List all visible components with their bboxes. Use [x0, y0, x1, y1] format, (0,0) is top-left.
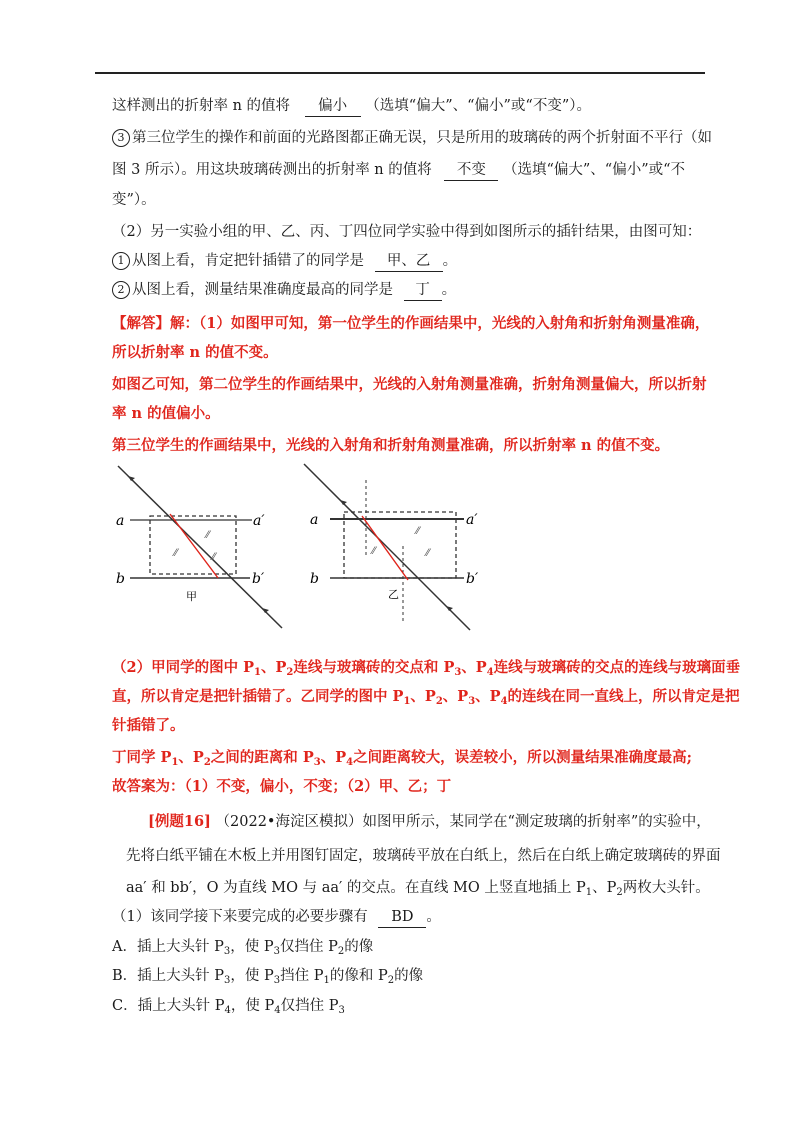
answer-blank-2: 不变: [444, 160, 498, 181]
subscript: 1: [323, 975, 330, 986]
subscript: 1: [403, 696, 411, 707]
subscript: 4: [500, 696, 508, 707]
line-3: [112, 160, 685, 181]
line-6: [112, 251, 457, 272]
subscript: 2: [387, 975, 395, 986]
text: 的像: [344, 939, 374, 955]
text: 。: [442, 253, 458, 269]
text: 、P: [475, 688, 501, 705]
hatch-mark: ⁄⁄: [206, 530, 210, 541]
subscript: 2: [616, 887, 623, 898]
line-4: 变”）。: [112, 192, 156, 208]
subscript: 2: [286, 667, 294, 678]
label-a: a: [310, 512, 319, 528]
figure-label-yi: 乙: [388, 588, 399, 601]
answer-line-2: 所以折射率 n 的值不变。: [112, 344, 278, 361]
text: 仅挡住 P: [279, 939, 338, 955]
answer-line-7: [112, 687, 740, 712]
subscript: 3: [273, 946, 280, 957]
header-rule: [95, 72, 705, 74]
option-c: [112, 996, 345, 1021]
hatch-mark: ⁄⁄: [416, 526, 420, 537]
subscript: 1: [585, 887, 593, 898]
text: 连线与玻璃砖的交点的连线与玻璃面垂: [493, 659, 741, 676]
text: 连线与玻璃砖的交点和 P: [293, 659, 455, 676]
subscript: 3: [454, 667, 462, 678]
figure-label-jia: 甲: [186, 590, 197, 603]
text: 、P: [410, 688, 436, 705]
hatch-mark: ⁄⁄: [212, 552, 216, 563]
subscript: 2: [203, 757, 211, 768]
answer-blank-1: 偏小: [305, 96, 361, 117]
circled-number-3: 3: [112, 129, 130, 147]
arrow-icon: [262, 608, 269, 613]
line-7: [112, 280, 456, 301]
text: 解：（1）如图甲可知，第一位学生的作画结果中，光线的入射角和折射角测量准确，: [170, 315, 710, 332]
text: 之间距离较大，误差较小，所以测量结果准确度最高;: [353, 749, 692, 766]
answer-line-1: [112, 314, 709, 334]
answer-line-8: 针插错了。: [112, 717, 185, 734]
subscript: 3: [273, 975, 281, 986]
text: ，使 P: [230, 998, 275, 1014]
arrow-icon: [128, 476, 135, 481]
text: （2022•海淀区模拟）如图甲所示，某同学在“测定玻璃的折射率”的实验中，: [215, 814, 711, 830]
subscript: 4: [274, 1005, 281, 1016]
text: 图 3 所示）。用这块玻璃砖测出的折射率 n 的值将: [112, 162, 432, 178]
label-b-prime: b′: [466, 571, 479, 587]
text: 直，所以肯定是把针插错了。乙同学的图中 P: [112, 688, 404, 705]
example-line-1: [148, 812, 711, 832]
answer-blank-5: BD: [378, 907, 426, 928]
refracted-ray-red: [170, 514, 218, 578]
label-a-prime: a′: [466, 512, 478, 528]
answer-blank-4: 丁: [404, 280, 442, 301]
text: 、P: [320, 749, 347, 766]
hatch-mark: ⁄⁄: [426, 548, 430, 559]
subscript: 4: [346, 757, 354, 768]
ray-line: [118, 466, 282, 628]
figure-jia: [112, 460, 302, 635]
text: 、P: [442, 688, 469, 705]
subscript: 2: [337, 946, 345, 957]
text: aa′ 和 bb′，O 为直线 MO 与 aa′ 的交点。在直线 MO 上竖直地插上 P: [126, 880, 586, 896]
text: ，使 P: [230, 968, 274, 984]
text: 、P: [261, 659, 287, 676]
subscript: 1: [254, 667, 262, 678]
line-2: [112, 128, 712, 148]
arrow-icon: [340, 500, 347, 505]
label-b: b: [310, 571, 319, 587]
ray-line: [304, 464, 470, 630]
text: 。: [441, 282, 457, 298]
text: 这样测出的折射率 n 的值将: [112, 98, 291, 114]
example-line-2: 先将白纸平铺在木板上并用图钉固定，玻璃砖平放在白纸上，然后在白纸上确定玻璃砖的界面: [126, 848, 721, 864]
label-a: a: [116, 513, 125, 529]
text: 仅挡住 P: [280, 998, 339, 1014]
text: 。: [426, 909, 441, 925]
example-line-3: [126, 878, 710, 903]
text: 、P: [178, 749, 204, 766]
subscript: 4: [224, 1005, 231, 1016]
answer-line-5: 第三位学生的作画结果中，光线的入射角和折射角测量准确，所以折射率 n 的值不变。: [112, 437, 670, 454]
answer-line-9: [112, 748, 692, 773]
circled-number-1: 1: [112, 252, 130, 270]
subscript: 3: [223, 946, 231, 957]
option-a: [112, 937, 373, 962]
label-b-prime: b′: [252, 571, 265, 587]
line-5: （2）另一实验小组的甲、乙、丙、丁四位同学实验中得到如图所示的插针结果，由图可知：: [112, 224, 702, 240]
label-a-prime: a′: [253, 513, 265, 529]
refracted-ray-red: [362, 516, 408, 580]
example-tag: [例题16]: [148, 813, 211, 830]
subscript: 3: [338, 1005, 345, 1016]
text: 、P: [461, 659, 487, 676]
answer-line-6: [112, 658, 740, 683]
label-b: b: [116, 571, 125, 587]
text: 挡住 P: [280, 968, 324, 984]
subscript: 4: [486, 667, 494, 678]
text: （1）该同学接下来要完成的必要步骤有: [112, 909, 368, 925]
text: 从图上看，肯定把针插错了的同学是: [132, 253, 364, 269]
text: 的连线在同一直线上，所以肯定是把: [507, 688, 740, 705]
option-b: [112, 966, 423, 991]
answer-line-3: 如图乙可知，第二位学生的作画结果中，光线的入射角测量准确，折射角测量偏大，所以折射: [112, 376, 707, 393]
figure-yi: [300, 460, 500, 635]
text: A．插上大头针 P: [112, 939, 224, 955]
answer-blank-3: 甲、乙: [375, 251, 443, 272]
answer-line-4: 率 n 的值偏小。: [112, 405, 220, 422]
text: 从图上看，测量结果准确度最高的同学是: [132, 282, 393, 298]
text: （选填“偏大”、“偏小”或“不变”）。: [365, 98, 592, 114]
text: 的像和 P: [329, 968, 388, 984]
subscript: 3: [313, 757, 321, 768]
subscript: 3: [468, 696, 476, 707]
answer-line-10: 故答案为：（1）不变，偏小，不变；（2）甲、乙；丁: [112, 778, 452, 795]
text: B．插上大头针 P: [112, 968, 225, 984]
text: 的像: [394, 968, 424, 984]
text: 两枚大头针。: [622, 880, 710, 896]
text: 第三位学生的操作和前面的光路图都正确无误，只是所用的玻璃砖的两个折射面不平行（如: [132, 130, 712, 146]
text: 丁同学 P: [112, 749, 172, 766]
text: （2）甲同学的图中 P: [112, 659, 255, 676]
hatch-mark: ⁄⁄: [174, 548, 178, 559]
arrow-icon: [446, 606, 453, 611]
text: （选填“偏大”、“偏小”或“不: [502, 162, 686, 178]
text: ，使 P: [230, 939, 274, 955]
text: 、P: [592, 880, 617, 896]
subscript: 2: [435, 696, 443, 707]
line-1: [112, 96, 591, 117]
hatch-mark: ⁄⁄: [372, 546, 376, 557]
answer-tag: 【解答】: [112, 315, 170, 332]
text: C．插上大头针 P: [112, 998, 225, 1014]
text: 之间的距离和 P: [210, 749, 314, 766]
subscript: 3: [224, 975, 231, 986]
subscript: 1: [171, 757, 179, 768]
question-1: [112, 907, 441, 928]
circled-number-2: 2: [112, 281, 130, 299]
